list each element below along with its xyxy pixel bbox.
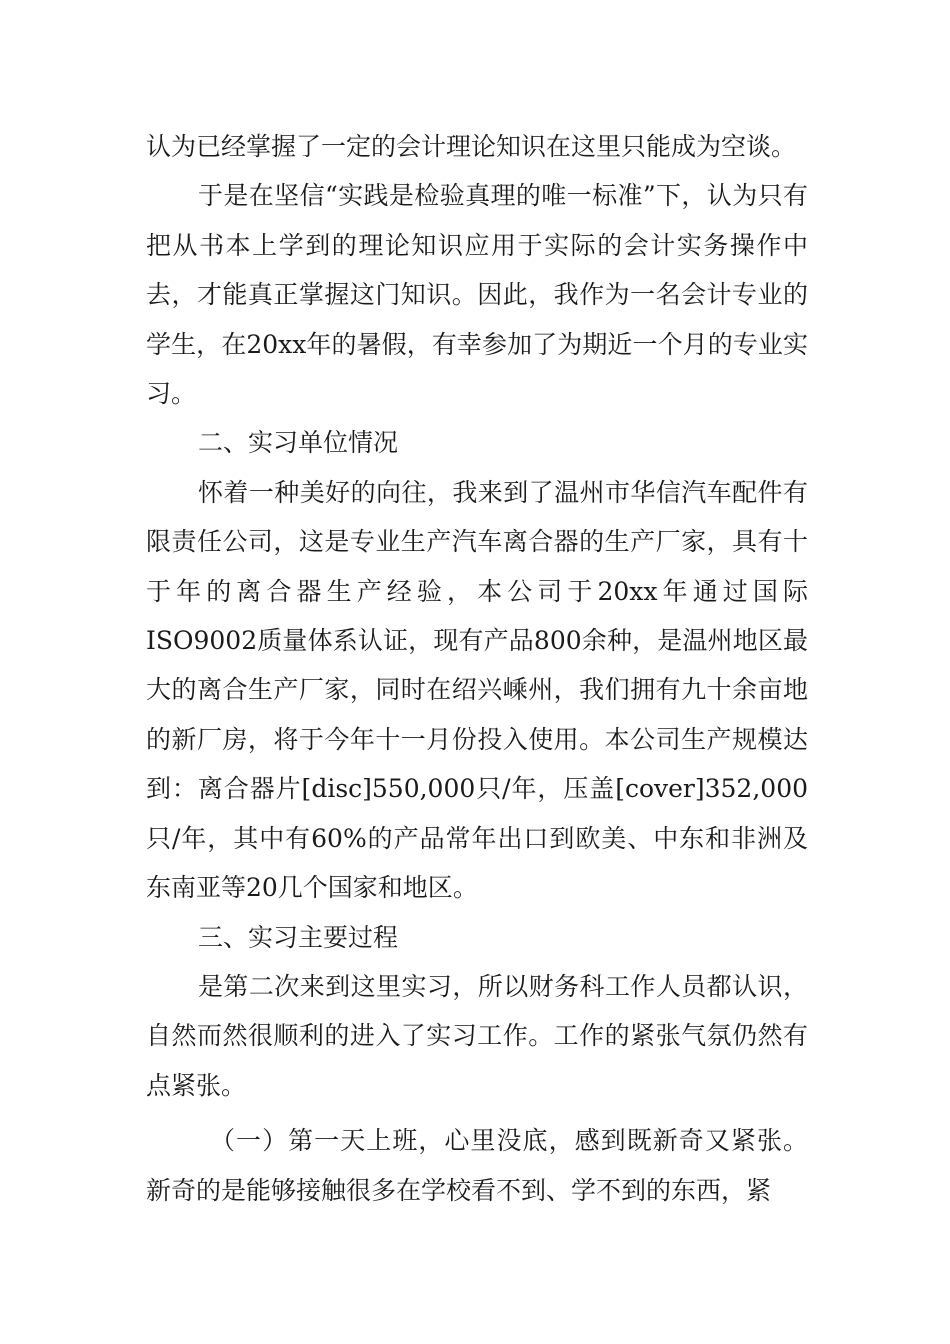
paragraph-continuation: 认为已经掌握了一定的会计理论知识在这里只能成为空谈。 [146,132,797,161]
paragraph-second-visit: 是第二次来到这里实习，所以财务科工作人员都认识，自然而然很顺利的进入了实习工作。工作的紧张气氛仍然有点紧张。 [146,971,808,1100]
section-heading-internship-process: 三、实习主要过程 [198,922,399,952]
paragraph-practice-truth: 于是在坚信“实践是检验真理的唯一标准”下，认为只有把从书本上学到的理论知识应用于实际的会计实务操作中去，才能真正掌握这门知识。因此，我作为一名会计专业的学生，在20xx年的暑假，有幸参加了为期近一个月的专业实习。 [146,181,808,409]
section-heading-internship-unit: 二、实习单位情况 [198,428,399,458]
paragraph-company-description: 怀着一种美好的向往，我来到了温州市华信汽车配件有限责任公司，这是专业生产汽车离合器的生产厂家，具有十于年的离合器生产经验，本公司于20xx年通过国际ISO9002质量体系认证，现有产品800余种，是温州地区最大的离合生产厂家，同时在绍兴嵊州，我们拥有九十余亩地的新厂房，将于今年十一月份投入使用。本公司生产规模达到：离合器片[disc]550,000只/年，压盖[cover]352,000只/年，其中有60%的产品常年出口到欧美、中东和非洲及东南亚等20几个国家和地区。 [146,477,808,903]
document-body [146,122,808,1215]
paragraph-first-day: （一）第一天上班，心里没底，感到既新奇又紧张。新奇的是能够接触很多在学校看不到、学不到的东西，紧 [146,1126,808,1205]
